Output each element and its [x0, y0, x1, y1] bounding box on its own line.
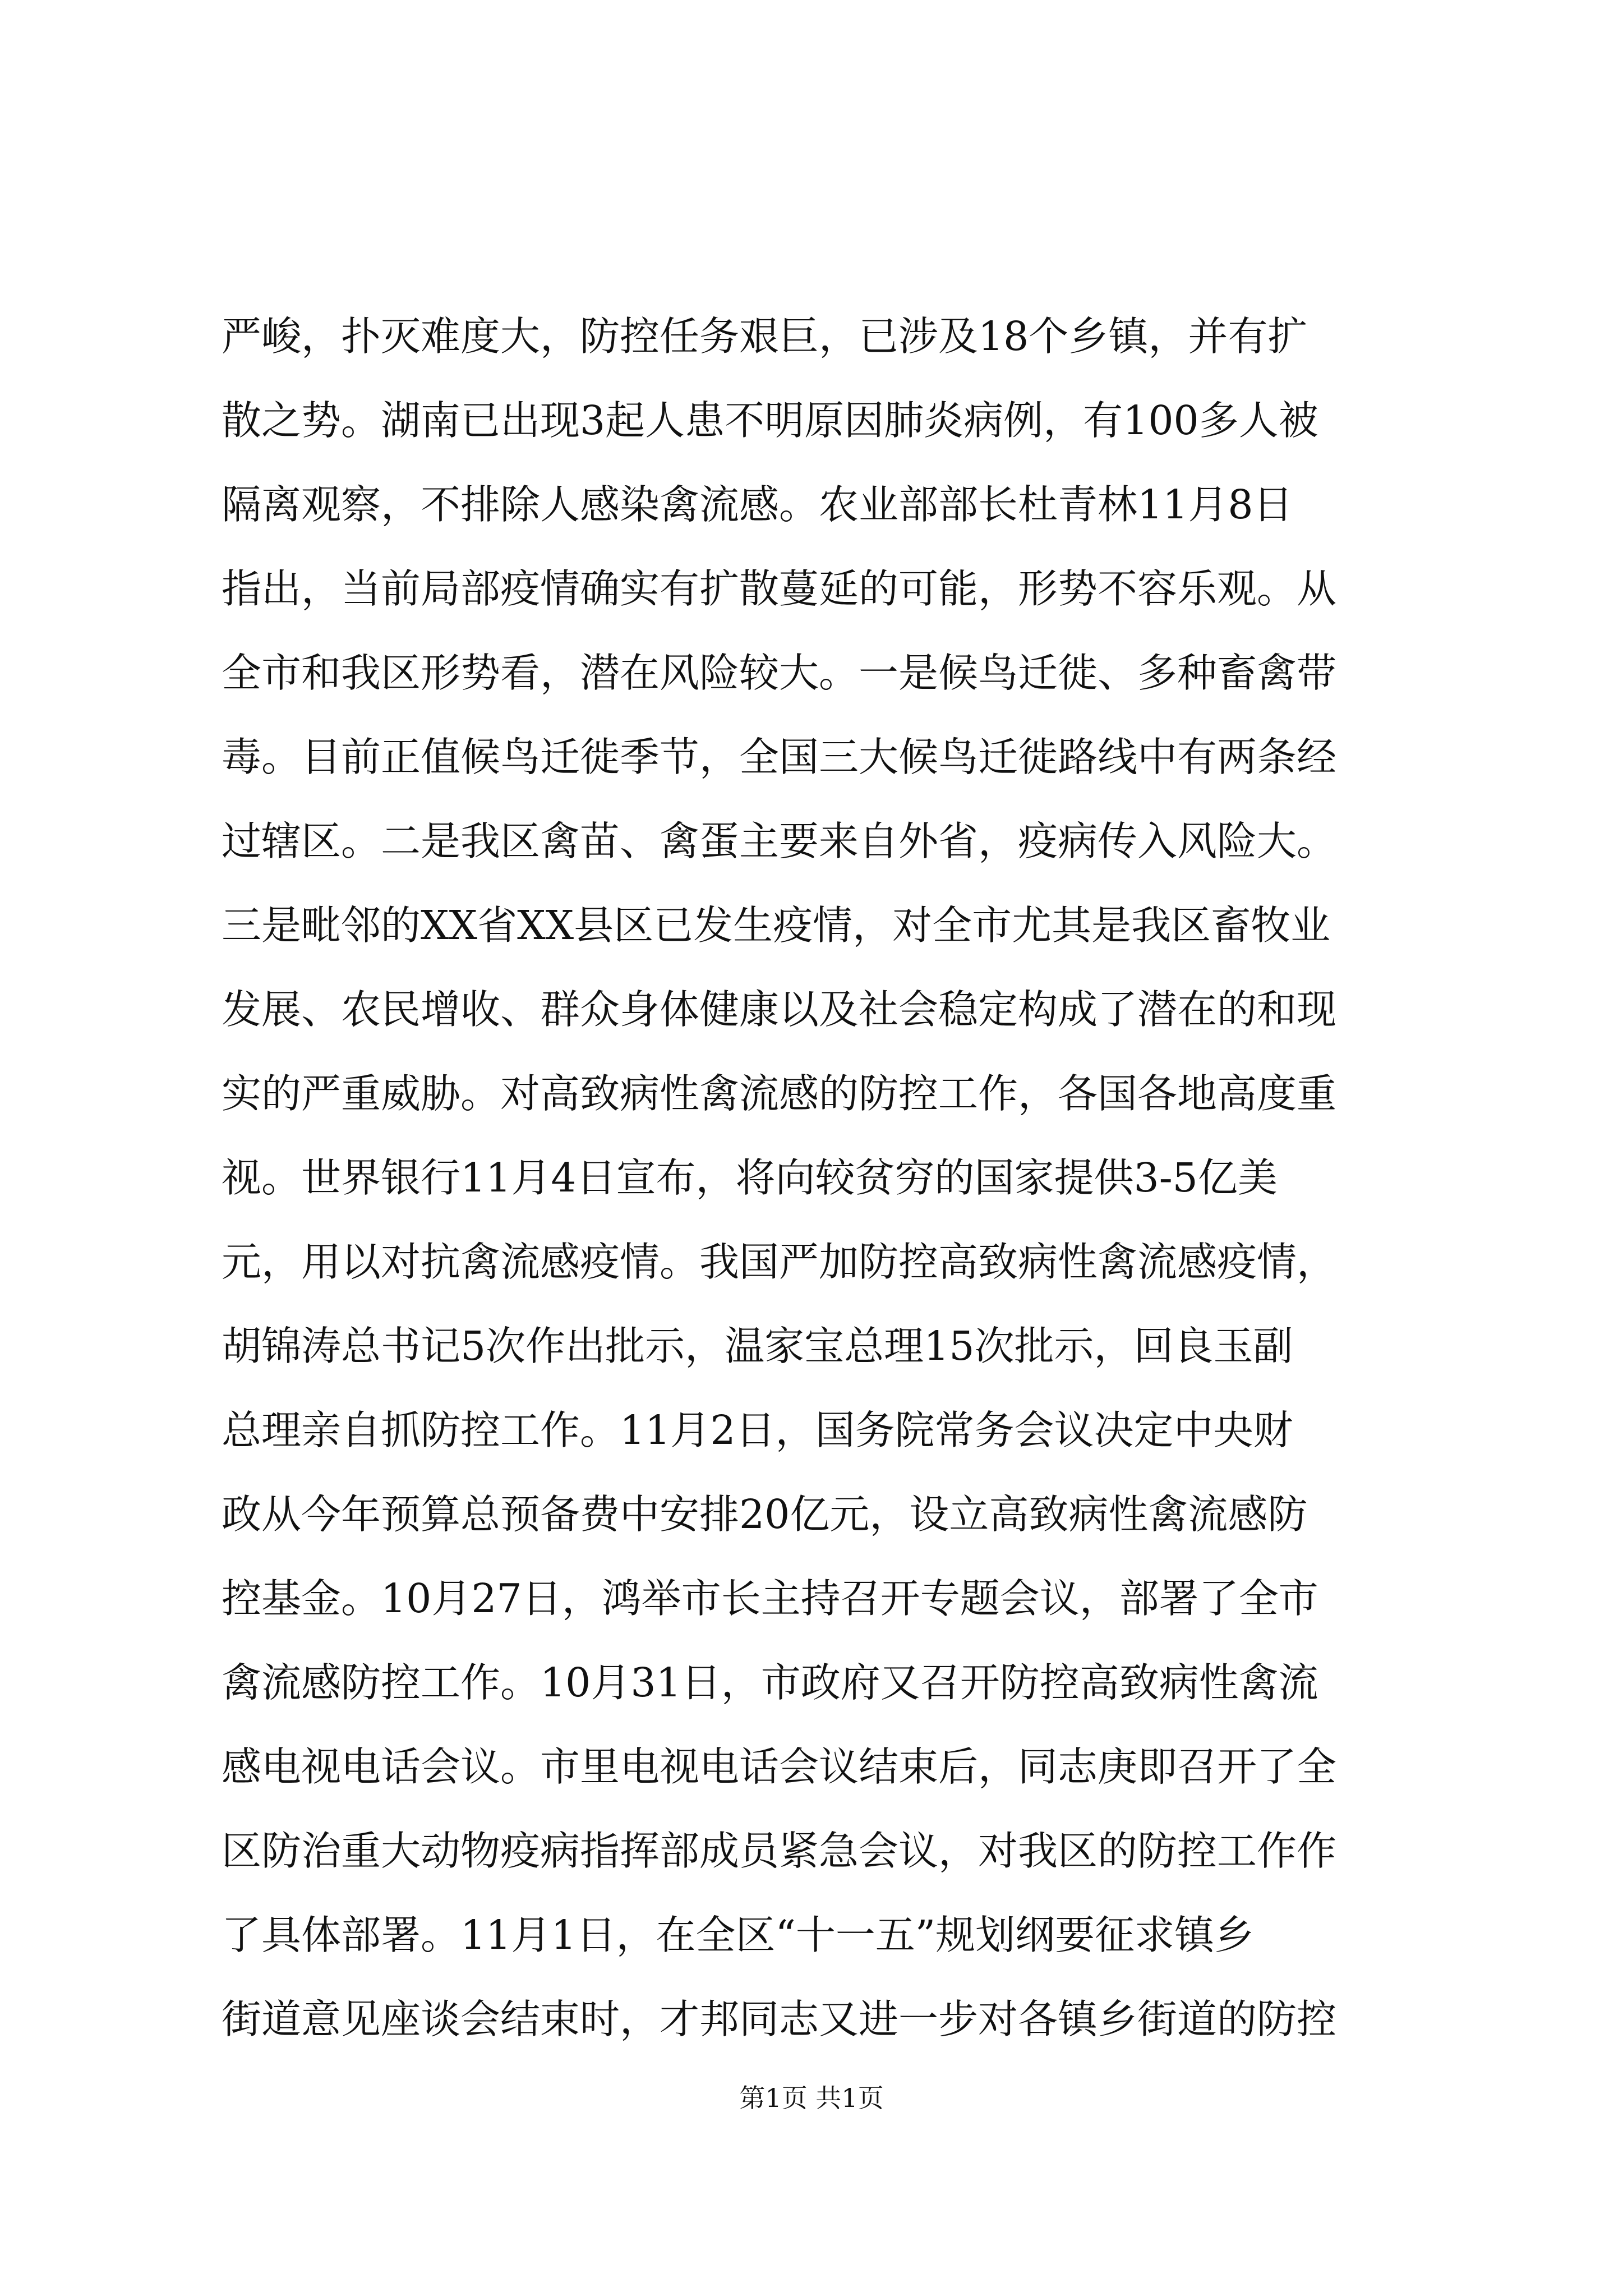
text-line: 视。世界银行11月4日宣布，将向较贫穷的国家提供3-5亿美 — [222, 1154, 1278, 1201]
text-line: 全市和我区形势看，潜在风险较大。一是候鸟迁徙、多种畜禽带 — [222, 650, 1337, 696]
text-line: 元，用以对抗禽流感疫情。我国严加防控高致病性禽流感疫情， — [222, 1239, 1337, 1285]
text-line: 街道意见座谈会结束时，才邦同志又进一步对各镇乡街道的防控 — [222, 1996, 1337, 2042]
text-line: 过辖区。二是我区禽苗、禽蛋主要来自外省，疫病传入风险大。 — [222, 818, 1337, 864]
page-footer: 第1页 共1页 — [739, 2083, 884, 2113]
text-line: 三是毗邻的XX省XX县区已发生疫情，对全市尤其是我区畜牧业 — [222, 902, 1331, 949]
text-line: 指出，当前局部疫情确实有扩散蔓延的可能，形势不容乐观。从 — [222, 565, 1337, 612]
text-line: 隔离观察，不排除人感染禽流感。农业部部长杜青林11月8日 — [222, 481, 1293, 528]
text-line: 毒。目前正值候鸟迁徙季节，全国三大候鸟迁徙路线中有两条经 — [222, 734, 1337, 780]
text-line: 感电视电话会议。市里电视电话会议结束后，同志庚即召开了全 — [222, 1743, 1337, 1790]
text-line: 政从今年预算总预备费中安排20亿元，设立高致病性禽流感防 — [222, 1491, 1308, 1538]
text-line: 禽流感防控工作。10月31日，市政府又召开防控高致病性禽流 — [222, 1659, 1318, 1706]
text-line: 区防治重大动物疫病指挥部成员紧急会议，对我区的防控工作作 — [222, 1828, 1337, 1874]
body-text — [222, 295, 1416, 2062]
text-line: 严峻，扑灭难度大，防控任务艰巨，已涉及18个乡镇，并有扩 — [222, 313, 1308, 360]
text-line: 胡锦涛总书记5次作出批示，温家宝总理15次批示，回良玉副 — [222, 1323, 1293, 1369]
text-line: 了具体部署。11月1日，在全区“十一五”规划纲要征求镇乡 — [222, 1912, 1255, 1958]
text-line: 总理亲自抓防控工作。11月2日，国务院常务会议决定中央财 — [222, 1407, 1293, 1453]
text-line: 发展、农民增收、群众身体健康以及社会稳定构成了潜在的和现 — [222, 986, 1337, 1033]
text-line: 控基金。10月27日，鸿举市长主持召开专题会议，部署了全市 — [222, 1575, 1318, 1622]
text-line: 散之势。湖南已出现3起人患不明原因肺炎病例，有100多人被 — [222, 397, 1318, 444]
text-line: 实的严重威胁。对高致病性禽流感的防控工作，各国各地高度重 — [222, 1070, 1337, 1117]
